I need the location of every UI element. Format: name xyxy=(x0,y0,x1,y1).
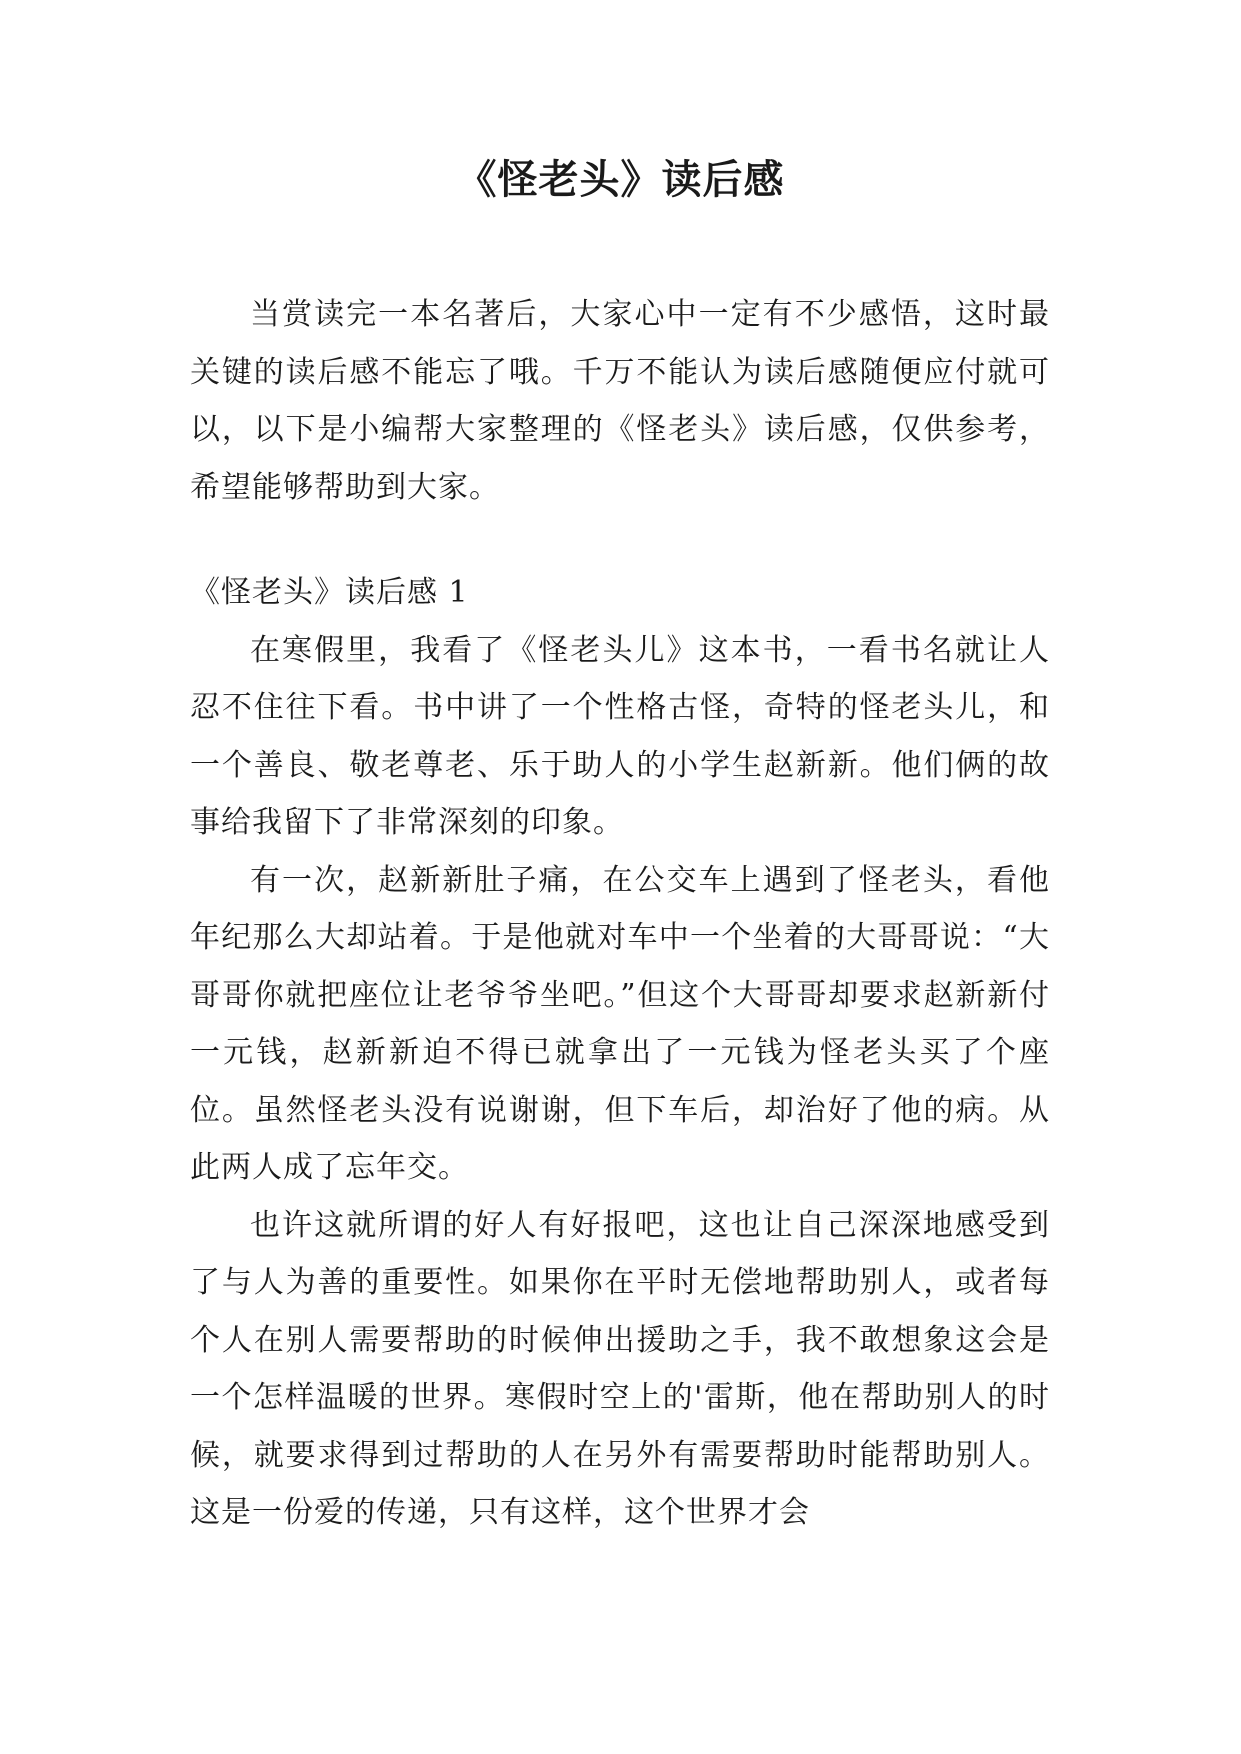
section-heading: 《怪老头》读后感 1 xyxy=(190,575,469,610)
intro-paragraph: 当赏读完一本名著后，大家心中一定有不少感悟，这时最关键的读后感不能忘了哦。千万不能认为读后感随便应付就可以，以下是小编帮大家整理的《怪老头》读后感，仅供参考，希望能够帮助到大家。 xyxy=(190,297,1050,505)
body-paragraph: 在寒假里，我看了《怪老头儿》这本书，一看书名就让人忍不住往下看。书中讲了一个性格古怪，奇特的怪老头儿，和一个善良、敬老尊老、乐于助人的小学生赵新新。他们俩的故事给我留下了非常深刻的印象。 xyxy=(190,632,1050,840)
document-body xyxy=(190,286,1050,1542)
document-title: 《怪老头》读后感 xyxy=(456,156,785,203)
body-paragraph: 有一次，赵新新肚子痛，在公交车上遇到了怪老头，看他年纪那么大却站着。于是他就对车中一个坐着的大哥哥说：“大哥哥你就把座位让老爷爷坐吧。”但这个大哥哥却要求赵新新付一元钱，赵新新迫不得已就拿出了一元钱为怪老头买了个座位。虽然怪老头没有说谢谢，但下车后，却治好了他的病。从此两人成了忘年交。 xyxy=(190,862,1050,1185)
body-paragraph: 也许这就所谓的好人有好报吧，这也让自己深深地感受到了与人为善的重要性。如果你在平时无偿地帮助别人，或者每个人在别人需要帮助的时候伸出援助之手，我不敢想象这会是一个怎样温暖的世界。寒假时空上的'雷斯，他在帮助别人的时候，就要求得到过帮助的人在另外有需要帮助时能帮助别人。这是一份爱的传递，只有这样，这个世界才会 xyxy=(190,1207,1050,1530)
